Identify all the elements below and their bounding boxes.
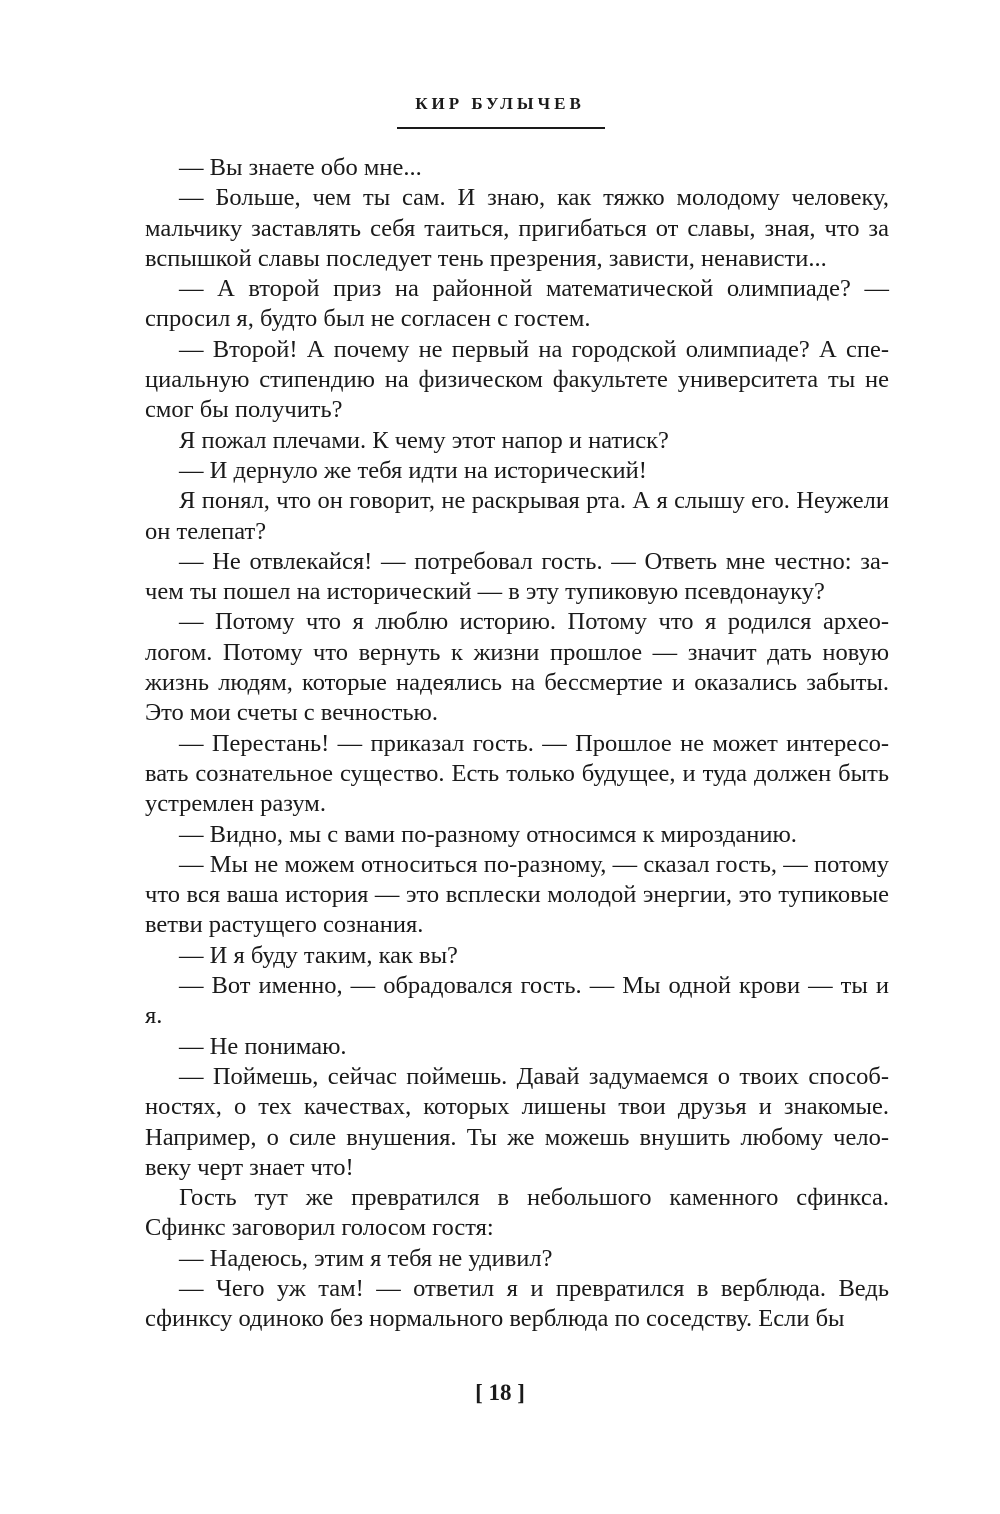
paragraph: — Больше, чем ты сам. И знаю, как тяжко молодому человеку, мальчику заставлять себя таиться, пригибаться от славы, зная, что за вспышкой славы последует тень презрения, зависти, ненависти... (145, 184, 889, 272)
paragraph: Я пожал плечами. К чему этот напор и натиск? (179, 426, 669, 454)
paragraph: Гость тут же превратился в небольшого каменного сфинкса. Сфинкс заговорил голосом гостя: (145, 1184, 889, 1242)
paragraph: — Видно, мы с вами по-разному относимся к мирозданию. (179, 820, 797, 848)
paragraph: — И дернуло же тебя идти на исторический! (179, 456, 647, 484)
paragraph: — Потому что я люблю историю. Потому что я родился археологом. Потому что вернуть к жизни прошлое — значит дать новую жизнь людям, которые надеялись на бессмертие и оказались забыты. Это мои счеты с вечностью. (145, 608, 889, 727)
paragraph: — Чего уж там! — ответил я и превратился в верблюда. Ведь сфинксу одиноко без нормального верблюда по соседству. Если бы (145, 1274, 889, 1333)
running-head-author: КИР БУЛЫЧЕВ (415, 94, 585, 113)
body-text (145, 153, 889, 1335)
paragraph: — Не понимаю. (179, 1032, 347, 1060)
paragraph: — Перестань! — приказал гость. — Прошлое не может интересовать сознательное существо. Есть только будущее, и туда должен быть устремлен разум. (145, 729, 889, 818)
paragraph: — Второй! А почему не первый на городской олимпиаде? А специальную стипендию на физическом факультете университета ты не смог бы получить? (145, 335, 889, 424)
paragraph: — А второй приз на районной математической олимпиаде? — спросил я, будто был не согласен с гостем. (145, 275, 889, 333)
paragraph: — Надеюсь, этим я тебя не удивил? (179, 1244, 553, 1272)
paragraph: Я понял, что он говорит, не раскрывая рта. А я слышу его. Неужели он телепат? (145, 487, 889, 545)
paragraph: — Не отвлекайся! — потребовал гость. — Ответь мне честно: зачем ты пошел на исторический — в эту тупиковую псевдонауку? (145, 547, 889, 606)
page-number: [ 18 ] (475, 1380, 525, 1405)
paragraph: — Мы не можем относиться по-разному, — сказал гость, — потому что вся ваша история — это всплески молодой энергии, это тупиковые ветви растущего сознания. (145, 850, 889, 939)
paragraph: — Поймешь, сейчас поймешь. Давай задумаемся о твоих способностях, о тех качествах, которых лишены твои друзья и знакомые. Например, о силе внушения. Ты же можешь внушить любому человеку черт знает что! (145, 1062, 889, 1181)
header-rule (397, 127, 605, 129)
paragraph: — Вы знаете обо мне... (179, 154, 422, 181)
paragraph: — И я буду таким, как вы? (179, 941, 458, 969)
paragraph: — Вот именно, — обрадовался гость. — Мы одной крови — ты и я. (145, 972, 889, 1030)
